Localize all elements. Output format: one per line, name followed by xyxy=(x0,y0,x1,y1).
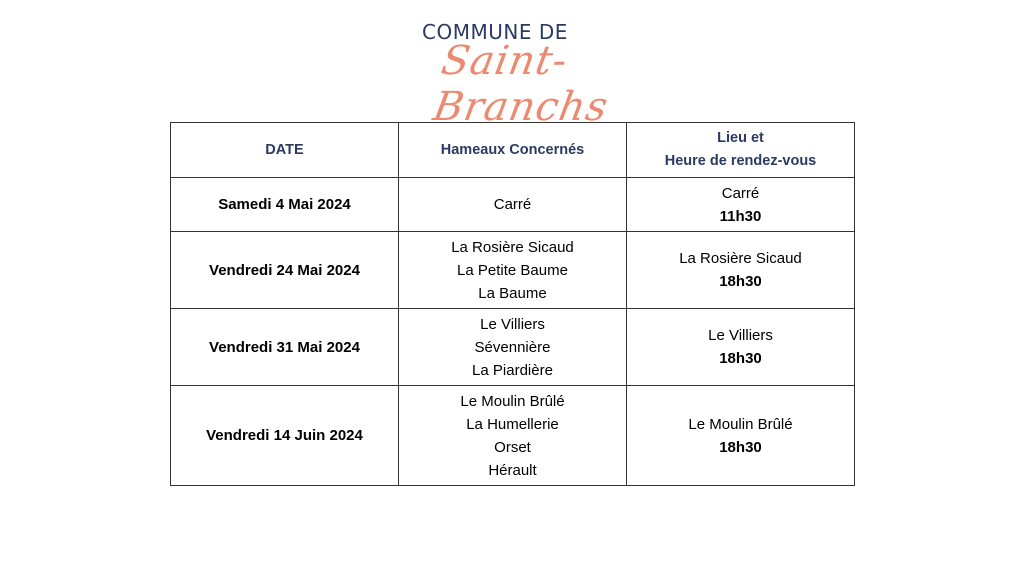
table-header-row xyxy=(171,123,855,178)
table-row xyxy=(171,232,855,309)
rendez-vous-time: 11h30 xyxy=(719,207,762,225)
row-date: Samedi 4 Mai 2024 xyxy=(171,178,399,232)
hameau-name: Sévennière xyxy=(474,338,551,356)
hameau-name: La Rosière Sicaud xyxy=(451,238,574,256)
commune-logo xyxy=(410,12,690,130)
hameau-name: La Petite Baume xyxy=(457,261,568,279)
header-lieu-line2: Heure de rendez-vous xyxy=(664,153,817,169)
lieu-name: La Rosière Sicaud xyxy=(679,250,802,267)
schedule-table xyxy=(170,122,855,486)
table-row xyxy=(171,309,855,386)
logo-saint-branchs: Saint-Branchs xyxy=(429,38,612,130)
header-lieu-line1: Lieu et xyxy=(717,130,764,146)
hameau-name: Orset xyxy=(494,438,531,456)
row-date: Vendredi 24 Mai 2024 xyxy=(171,232,399,309)
row-date: Vendredi 31 Mai 2024 xyxy=(171,309,399,386)
lieu-name: Le Villiers xyxy=(708,327,773,344)
row-lieu xyxy=(627,309,855,386)
header-lieu xyxy=(627,123,855,178)
hameau-name: Carré xyxy=(493,196,532,213)
row-hameaux xyxy=(399,309,627,386)
lieu-name: Le Moulin Brûlé xyxy=(688,415,793,433)
rendez-vous-time: 18h30 xyxy=(719,438,762,456)
row-hameaux xyxy=(399,386,627,486)
header-date: DATE xyxy=(171,123,399,178)
hameau-name: La Baume xyxy=(478,284,547,302)
row-lieu xyxy=(627,386,855,486)
hameau-name: Hérault xyxy=(488,461,537,479)
hameau-name: La Humellerie xyxy=(466,415,559,433)
header-hameaux: Hameaux Concernés xyxy=(399,123,627,178)
row-hameaux xyxy=(399,232,627,309)
hameau-name: La Piardière xyxy=(472,361,553,379)
rendez-vous-time: 18h30 xyxy=(719,273,762,290)
hameau-name: Le Moulin Brûlé xyxy=(460,392,565,410)
row-date: Vendredi 14 Juin 2024 xyxy=(171,386,399,486)
row-lieu xyxy=(627,232,855,309)
row-hameaux xyxy=(399,178,627,232)
row-lieu xyxy=(627,178,855,232)
lieu-name: Carré xyxy=(721,184,760,202)
logo-commune-de: COMMUNE DE xyxy=(422,20,568,44)
table-row xyxy=(171,386,855,486)
hameau-name: Le Villiers xyxy=(480,315,545,333)
table-row xyxy=(171,178,855,232)
rendez-vous-time: 18h30 xyxy=(719,350,762,367)
